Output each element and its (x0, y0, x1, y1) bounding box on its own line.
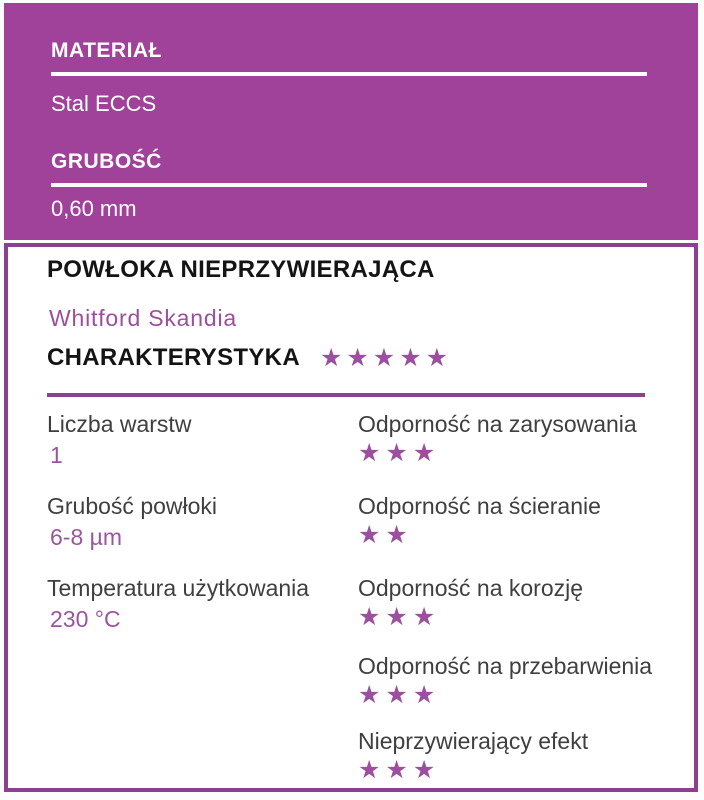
spec-nonstick-effect (358, 728, 588, 784)
thickness-underline (51, 183, 647, 187)
material-section-label: MATERIAŁ (51, 39, 162, 62)
thickness-value: 0,60 mm (51, 196, 137, 221)
spec-layers-label: Liczba warstw (47, 411, 192, 437)
spec-usage-temperature-label: Temperatura użytkowania (47, 575, 310, 601)
spec-discoloration-resistance (358, 653, 652, 709)
characteristics-title: CHARAKTERYSTYKA (47, 344, 300, 371)
spec-coating-thickness-label: Grubość powłoki (47, 493, 218, 519)
coating-brand-name: Whitford Skandia (49, 305, 237, 331)
coating-title: POWŁOKA NIEPRZYWIERAJĄCA (47, 256, 435, 283)
spec-corrosion-resistance (358, 575, 583, 631)
spec-layers (47, 411, 191, 469)
material-header-panel (4, 3, 698, 240)
spec-usage-temperature-value: 230 °C (50, 606, 121, 632)
spec-abrasion-resistance-label: Odporność na ścieranie (358, 493, 601, 519)
spec-scratch-resistance (358, 411, 637, 467)
specs-divider-line (47, 393, 645, 397)
spec-discoloration-resistance-stars: ★★★ (358, 681, 441, 709)
spec-scratch-resistance-label: Odporność na zarysowania (358, 411, 637, 437)
thickness-section-label: GRUBOŚĆ (51, 150, 162, 173)
spec-corrosion-resistance-stars: ★★★ (358, 603, 441, 631)
spec-coating-thickness (47, 493, 217, 551)
spec-coating-thickness-value: 6-8 µm (50, 524, 123, 550)
spec-nonstick-effect-label: Nieprzywierający efekt (358, 728, 589, 754)
spec-usage-temperature (47, 575, 309, 633)
spec-corrosion-resistance-label: Odporność na korozję (358, 575, 584, 601)
material-underline (51, 72, 647, 76)
overall-rating-stars: ★★★★★ (319, 343, 453, 372)
characteristics-header-row (47, 344, 452, 372)
spec-abrasion-resistance (358, 493, 601, 549)
spec-scratch-resistance-stars: ★★★ (358, 439, 441, 467)
spec-discoloration-resistance-label: Odporność na przebarwienia (358, 653, 653, 679)
coating-panel (4, 243, 698, 792)
spec-nonstick-effect-stars: ★★★ (358, 756, 441, 784)
spec-layers-value: 1 (50, 442, 63, 468)
spec-abrasion-resistance-stars: ★★ (358, 521, 413, 549)
material-value: Stal ECCS (51, 91, 157, 116)
